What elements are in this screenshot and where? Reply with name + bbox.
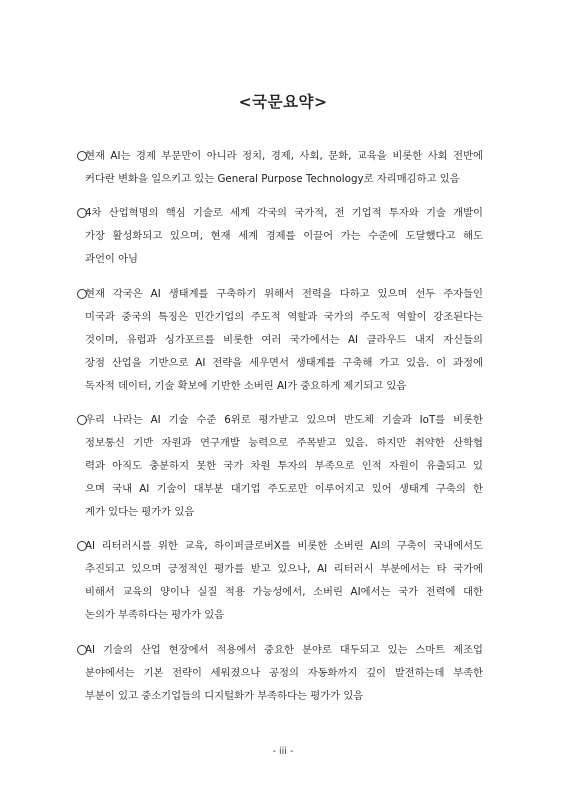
paragraph-line: 4차 산업혁명의 핵심 기술로 세계 각국의 국가적, 전 기업적 투자와 기술 개발이	[85, 207, 483, 219]
paragraph-line: 현재 각국은 AI 생태계를 구축하기 위해서 전력을 다하고 있으며 선두 주자들인	[85, 288, 483, 300]
paragraph-line: 것이며, 유럽과 싱가포르를 비롯한 여러 국가에서는 AI 클라우드 내지 자신들의	[85, 334, 483, 346]
paragraph-line: AI 리터러시를 위한 교육, 하이퍼클로버X를 비롯한 소버린 AI의 구축이 국내에서도	[85, 540, 483, 552]
page-title: <국문요약>	[238, 93, 328, 111]
paragraph-line: 분야에서는 기본 전략이 세워졌으나 공정의 자동화까지 깊이 발전하는데 부족한	[85, 667, 483, 679]
paragraph-line: 과언이 아님	[85, 253, 139, 265]
circle-bullet-icon	[77, 645, 87, 655]
summary-paragraph-4	[85, 409, 483, 524]
circle-bullet-icon	[77, 151, 87, 161]
circle-bullet-icon	[77, 289, 87, 299]
circle-bullet-icon	[77, 208, 87, 218]
paragraph-line: 계가 있다는 평가가 있음	[85, 506, 195, 518]
paragraph-line: 논의가 부족하다는 평가가 있음	[85, 609, 225, 621]
paragraph-line: 독자적 데이터, 기술 확보에 기반한 소버린 AI가 중요하게 제기되고 있음	[85, 380, 407, 392]
page-number: - iii -	[272, 746, 294, 757]
paragraph-line: 우리 나라는 AI 기술 수준 6위로 평가받고 있으며 반도체 기술과 IoT를 비롯한	[85, 414, 483, 426]
circle-bullet-icon	[77, 415, 87, 425]
paragraph-line: 장점 산업을 기반으로 AI 전략을 세우면서 생태계를 구축해 가고 있음. 이 과정에	[85, 357, 483, 369]
paragraph-line: AI 기술의 산업 현장에서 적용에서 중요한 분야로 대두되고 있는 스마트 제조업	[85, 644, 483, 656]
paragraph-line: 미국과 중국의 특징은 민간기업의 주도적 역할과 국가의 주도적 역할이 강조된다는	[85, 311, 483, 323]
paragraph-line: 가장 활성화되고 있으며, 현재 세계 경제를 이끌어 가는 수준에 도달했다고 해도	[85, 230, 483, 242]
summary-paragraph-5	[85, 535, 483, 627]
paragraph-line: 비해서 교육의 양이나 실질 적용 가능성에서, 소버린 AI에서는 국가 전력에 대한	[85, 586, 483, 598]
paragraph-line: 력과 아직도 충분하지 못한 국가 차원 투자의 부족으로 인적 자원이 유출되고 있	[85, 460, 483, 472]
paragraph-line: 커다란 변화을 일으키고 있는 General Purpose Technology로 자리매김하고 있음	[85, 173, 460, 185]
paragraph-line: 부분이 있고 중소기업들의 디지털화가 부족하다는 평가가 있음	[85, 690, 364, 702]
summary-paragraph-3	[85, 283, 483, 398]
summary-paragraph-6	[85, 639, 483, 708]
summary-paragraph-1	[85, 145, 483, 191]
paragraph-line: 현재 AI는 경제 부문만이 아니라 정치, 경제, 사회, 문화, 교육을 비롯한 사회 전반에	[85, 150, 483, 162]
circle-bullet-icon	[77, 541, 87, 551]
paragraph-line: 정보통신 기반 자원과 연구개발 능력으로 주목받고 있음. 하지만 취약한 산학협	[85, 437, 483, 449]
paragraph-line: 으며 국내 AI 기술이 대부분 대기업 주도로만 이루어지고 있어 생태계 구축의 한	[85, 483, 483, 495]
summary-paragraph-2	[85, 202, 483, 271]
paragraph-line: 추진되고 있으며 긍정적인 평가를 받고 있으나, AI 리터러시 부분에서는 타 국가에	[85, 563, 483, 575]
